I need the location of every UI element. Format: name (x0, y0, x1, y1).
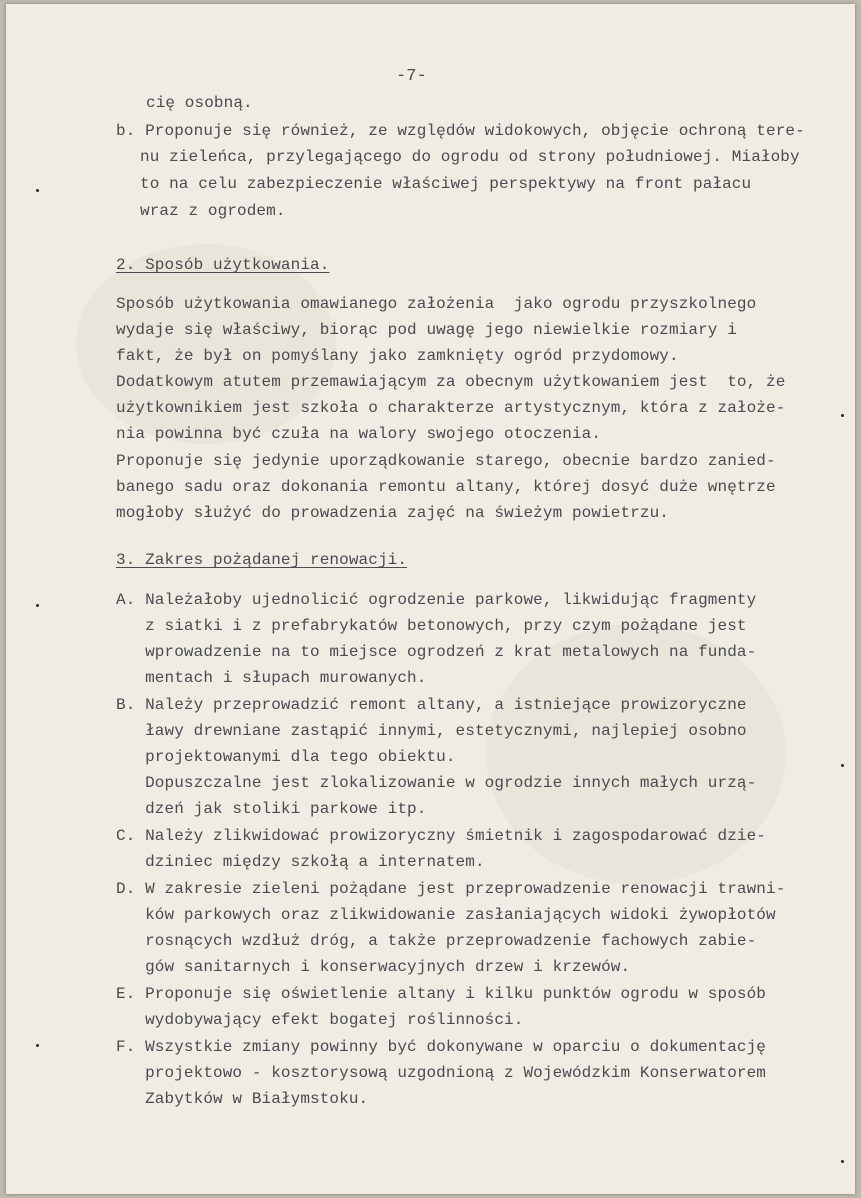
text-line: nu zieleńca, przylegającego do ogrodu od strony południowej. Miałoby (140, 148, 800, 166)
text-line: fakt, że był on pomyślany jako zamknięty ogród przydomowy. (116, 347, 679, 365)
list-item-b: B. Należy przeprowadzić remont altany, a istniejące prowizoryczne (116, 696, 747, 714)
text-line: dziniec między szkołą a internatem. (116, 853, 485, 871)
text-line: gów sanitarnych i konserwacyjnych drzew i krzewów. (116, 958, 631, 976)
list-item-d: D. W zakresie zieleni pożądane jest przeprowadzenie renowacji trawni- (116, 880, 786, 898)
text-line: wydaje się właściwy, biorąc pod uwagę jego niewielkie rozmiary i (116, 321, 737, 339)
text-line: nia powinna być czuła na walory swojego otoczenia. (116, 425, 602, 443)
document-text (6, 4, 855, 1194)
text-line: z siatki i z prefabrykatów betonowych, przy czym pożądane jest (116, 617, 747, 635)
typewritten-page (6, 4, 855, 1194)
list-item-a: A. Należałoby ujednolicić ogrodzenie parkowe, likwidując fragmenty (116, 591, 757, 609)
section-heading: 3. Zakres pożądanej renowacji. (116, 551, 408, 569)
text-line: Dodatkowym atutem przemawiającym za obecnym użytkowaniem jest to, że (116, 373, 786, 391)
text-line: użytkownikiem jest szkoła o charakterze artystycznym, która z założe- (116, 399, 786, 417)
text-line: Dopuszczalne jest zlokalizowanie w ogrodzie innych małych urzą- (116, 774, 757, 792)
list-item-f: F. Wszystkie zmiany powinny być dokonywane w oparciu o dokumentację (116, 1038, 767, 1056)
text-line: ków parkowych oraz zlikwidowanie zasłaniających widoki żywopłotów (116, 906, 776, 924)
text-line: Zabytków w Białymstoku. (116, 1090, 369, 1108)
text-line: Sposób użytkowania omawianego założenia jako ogrodu przyszkolnego (116, 295, 757, 313)
text-line: projektowanymi dla tego obiektu. (116, 748, 456, 766)
text-line: to na celu zabezpieczenie właściwej perspektywy na front pałacu (140, 175, 752, 193)
text-line: mogłoby służyć do prowadzenia zajęć na świeżym powietrzu. (116, 504, 669, 522)
text-line: wydobywający efekt bogatej roślinności. (116, 1011, 524, 1029)
text-line: projektowo - kosztorysową uzgodnioną z Wojewódzkim Konserwatorem (116, 1064, 767, 1082)
text-line: banego sadu oraz dokonania remontu altany, której dosyć duże wnętrze (116, 478, 776, 496)
text-line: mentach i słupach murowanych. (116, 669, 427, 687)
list-item-c: C. Należy zlikwidować prowizoryczny śmietnik i zagospodarować dzie- (116, 827, 767, 845)
text-line: wprowadzenie na to miejsce ogrodzeń z krat metalowych na funda- (116, 643, 757, 661)
list-item-e: E. Proponuje się oświetlenie altany i kilku punktów ogrodu w sposób (116, 985, 767, 1003)
text-line: cię osobną. (146, 94, 253, 112)
text-line: Proponuje się jedynie uporządkowanie starego, obecnie bardzo zanied- (116, 452, 776, 470)
text-line: dzeń jak stoliki parkowe itp. (116, 800, 427, 818)
section-heading: 2. Sposób użytkowania. (116, 256, 330, 274)
page-number: -7- (396, 67, 427, 86)
text-line: wraz z ogrodem. (140, 202, 286, 220)
text-line: b. Proponuje się również, ze względów widokowych, objęcie ochroną tere- (116, 122, 805, 140)
text-line: rosnących wzdłuż dróg, a także przeprowadzenie fachowych zabie- (116, 932, 757, 950)
text-line: ławy drewniane zastąpić innymi, estetycznymi, najlepiej osobno (116, 722, 747, 740)
